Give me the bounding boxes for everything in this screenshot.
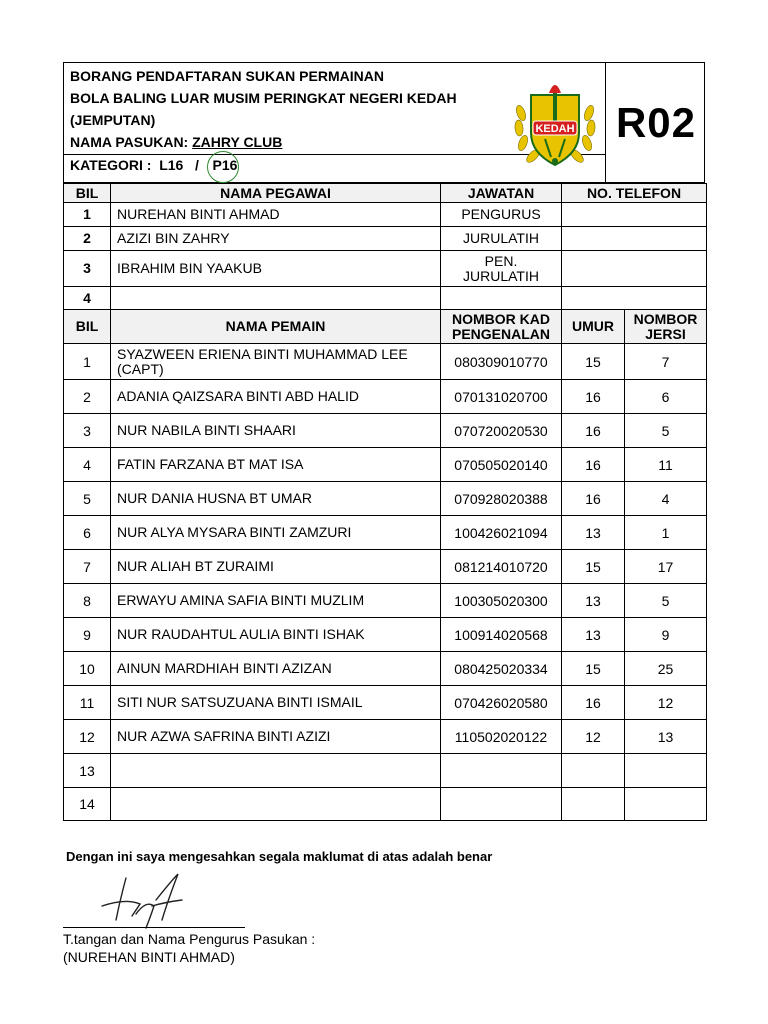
table-row: [64, 251, 707, 287]
player-ic: 080425020334: [441, 652, 562, 686]
table-row: [64, 287, 707, 311]
player-bil: 4: [64, 448, 111, 482]
player-name: NUR ALYA MYSARA BINTI ZAMZURI: [111, 516, 441, 550]
player-age: [562, 788, 625, 821]
staff-role: PENGURUS: [441, 203, 562, 227]
form-header: [63, 62, 705, 183]
player-col-ic: NOMBOR KAD PENGENALAN: [441, 310, 562, 344]
staff-bil: 2: [64, 227, 111, 251]
table-row: [64, 550, 707, 584]
logo-text: KEDAH: [535, 123, 575, 135]
staff-role: PEN. JURULATIH: [441, 251, 562, 287]
player-ic: 100914020568: [441, 618, 562, 652]
player-name: NUR AZWA SAFRINA BINTI AZIZI: [111, 720, 441, 754]
player-ic: 100426021094: [441, 516, 562, 550]
player-age: 16: [562, 686, 625, 720]
player-age: 16: [562, 414, 625, 448]
table-row: [64, 414, 707, 448]
player-bil: 14: [64, 788, 111, 821]
player-bil: 7: [64, 550, 111, 584]
player-name: FATIN FARZANA BT MAT ISA: [111, 448, 441, 482]
player-bil: 8: [64, 584, 111, 618]
player-jersey: 12: [625, 686, 707, 720]
player-bil: 11: [64, 686, 111, 720]
staff-header-row: [64, 184, 707, 203]
signature-icon: [96, 870, 196, 932]
table-row: [64, 482, 707, 516]
player-jersey: 25: [625, 652, 707, 686]
player-bil: 3: [64, 414, 111, 448]
staff-col-bil: BIL: [64, 184, 111, 203]
player-name: NUR DANIA HUSNA BT UMAR: [111, 482, 441, 516]
player-age: 15: [562, 550, 625, 584]
table-row: [64, 584, 707, 618]
player-bil: 5: [64, 482, 111, 516]
player-jersey: 9: [625, 618, 707, 652]
player-bil: 12: [64, 720, 111, 754]
player-col-age: UMUR: [562, 310, 625, 344]
player-header-row: [64, 310, 707, 344]
header-divider: [605, 63, 606, 182]
player-ic: 070131020700: [441, 380, 562, 414]
category-line: [70, 157, 239, 173]
player-name: NUR RAUDAHTUL AULIA BINTI ISHAK: [111, 618, 441, 652]
table-row: [64, 203, 707, 227]
signature-block: [63, 930, 315, 966]
table-row: [64, 686, 707, 720]
player-ic: 070505020140: [441, 448, 562, 482]
player-ic: 070426020580: [441, 686, 562, 720]
player-ic: 081214010720: [441, 550, 562, 584]
category-label: KATEGORI :: [70, 157, 152, 173]
player-bil: 10: [64, 652, 111, 686]
player-name: AINUN MARDHIAH BINTI AZIZAN: [111, 652, 441, 686]
confirmation-statement: Dengan ini saya mengesahkan segala maklumat di atas adalah benar: [66, 849, 493, 864]
form-code: R02: [615, 98, 697, 146]
table-row: [64, 618, 707, 652]
player-ic: 110502020122: [441, 720, 562, 754]
player-age: 16: [562, 482, 625, 516]
staff-table: [63, 183, 707, 311]
player-ic: 100305020300: [441, 584, 562, 618]
player-name: [111, 788, 441, 821]
form-title-block: [70, 65, 510, 153]
signature-label: T.tangan dan Nama Pengurus Pasukan :: [63, 931, 316, 947]
player-table: [63, 309, 707, 821]
player-age: 13: [562, 516, 625, 550]
player-bil: 1: [64, 344, 111, 380]
staff-bil: 4: [64, 287, 111, 311]
table-row: [64, 754, 707, 788]
category-p16-circled: P16: [212, 157, 238, 173]
player-name: NUR NABILA BINTI SHAARI: [111, 414, 441, 448]
player-jersey: 11: [625, 448, 707, 482]
player-jersey: [625, 754, 707, 788]
player-age: 16: [562, 380, 625, 414]
staff-col-phone: NO. TELEFON: [562, 184, 707, 203]
staff-name: NUREHAN BINTI AHMAD: [111, 203, 441, 227]
staff-phone: [562, 227, 707, 251]
player-ic: [441, 754, 562, 788]
player-age: [562, 754, 625, 788]
table-row: [64, 448, 707, 482]
staff-name: AZIZI BIN ZAHRY: [111, 227, 441, 251]
table-row: [64, 720, 707, 754]
player-name: ADANIA QAIZSARA BINTI ABD HALID: [111, 380, 441, 414]
player-ic: 070928020388: [441, 482, 562, 516]
player-col-name: NAMA PEMAIN: [111, 310, 441, 344]
category-separator: /: [194, 157, 199, 173]
player-bil: 13: [64, 754, 111, 788]
staff-bil: 1: [64, 203, 111, 227]
player-rows: [64, 344, 707, 821]
player-age: 15: [562, 652, 625, 686]
table-row: [64, 344, 707, 380]
player-jersey: 5: [625, 414, 707, 448]
player-bil: 9: [64, 618, 111, 652]
category-l16: L16: [159, 157, 184, 173]
player-jersey: 7: [625, 344, 707, 380]
kedah-emblem-icon: [511, 73, 599, 173]
player-name: SYAZWEEN ERIENA BINTI MUHAMMAD LEE (CAPT): [111, 344, 441, 380]
table-row: [64, 652, 707, 686]
table-row: [64, 788, 707, 821]
manager-name: (NUREHAN BINTI AHMAD): [63, 949, 235, 965]
player-age: 16: [562, 448, 625, 482]
player-name: NUR ALIAH BT ZURAIMI: [111, 550, 441, 584]
staff-name: [111, 287, 441, 311]
player-jersey: 4: [625, 482, 707, 516]
staff-name: IBRAHIM BIN YAAKUB: [111, 251, 441, 287]
player-name: [111, 754, 441, 788]
player-jersey: 6: [625, 380, 707, 414]
staff-bil: 3: [64, 251, 111, 287]
player-name: SITI NUR SATSUZUANA BINTI ISMAIL: [111, 686, 441, 720]
team-label: NAMA PASUKAN:: [70, 134, 189, 150]
form-title-line-1: BORANG PENDAFTARAN SUKAN PERMAINAN: [70, 68, 384, 84]
player-jersey: 1: [625, 516, 707, 550]
player-jersey: 13: [625, 720, 707, 754]
player-bil: 2: [64, 380, 111, 414]
form-title-line-3: (JEMPUTAN): [70, 112, 156, 128]
player-age: 13: [562, 618, 625, 652]
player-age: 15: [562, 344, 625, 380]
form-title-line-2: BOLA BALING LUAR MUSIM PERINGKAT NEGERI KEDAH: [70, 90, 457, 106]
team-name-line: [70, 131, 510, 153]
player-jersey: 5: [625, 584, 707, 618]
player-ic: [441, 788, 562, 821]
player-col-jersey: NOMBOR JERSI: [625, 310, 707, 344]
staff-phone: [562, 287, 707, 311]
player-jersey: 17: [625, 550, 707, 584]
player-ic: 070720020530: [441, 414, 562, 448]
staff-col-role: JAWATAN: [441, 184, 562, 203]
team-name: ZAHRY CLUB: [192, 134, 283, 150]
player-col-bil: BIL: [64, 310, 111, 344]
player-age: 12: [562, 720, 625, 754]
player-bil: 6: [64, 516, 111, 550]
staff-col-name: NAMA PEGAWAI: [111, 184, 441, 203]
signature-line: [63, 927, 245, 928]
player-age: 13: [562, 584, 625, 618]
player-name: ERWAYU AMINA SAFIA BINTI MUZLIM: [111, 584, 441, 618]
staff-phone: [562, 203, 707, 227]
table-row: [64, 227, 707, 251]
table-row: [64, 380, 707, 414]
staff-role: JURULATIH: [441, 227, 562, 251]
player-ic: 080309010770: [441, 344, 562, 380]
staff-role: [441, 287, 562, 311]
staff-phone: [562, 251, 707, 287]
player-jersey: [625, 788, 707, 821]
table-row: [64, 516, 707, 550]
